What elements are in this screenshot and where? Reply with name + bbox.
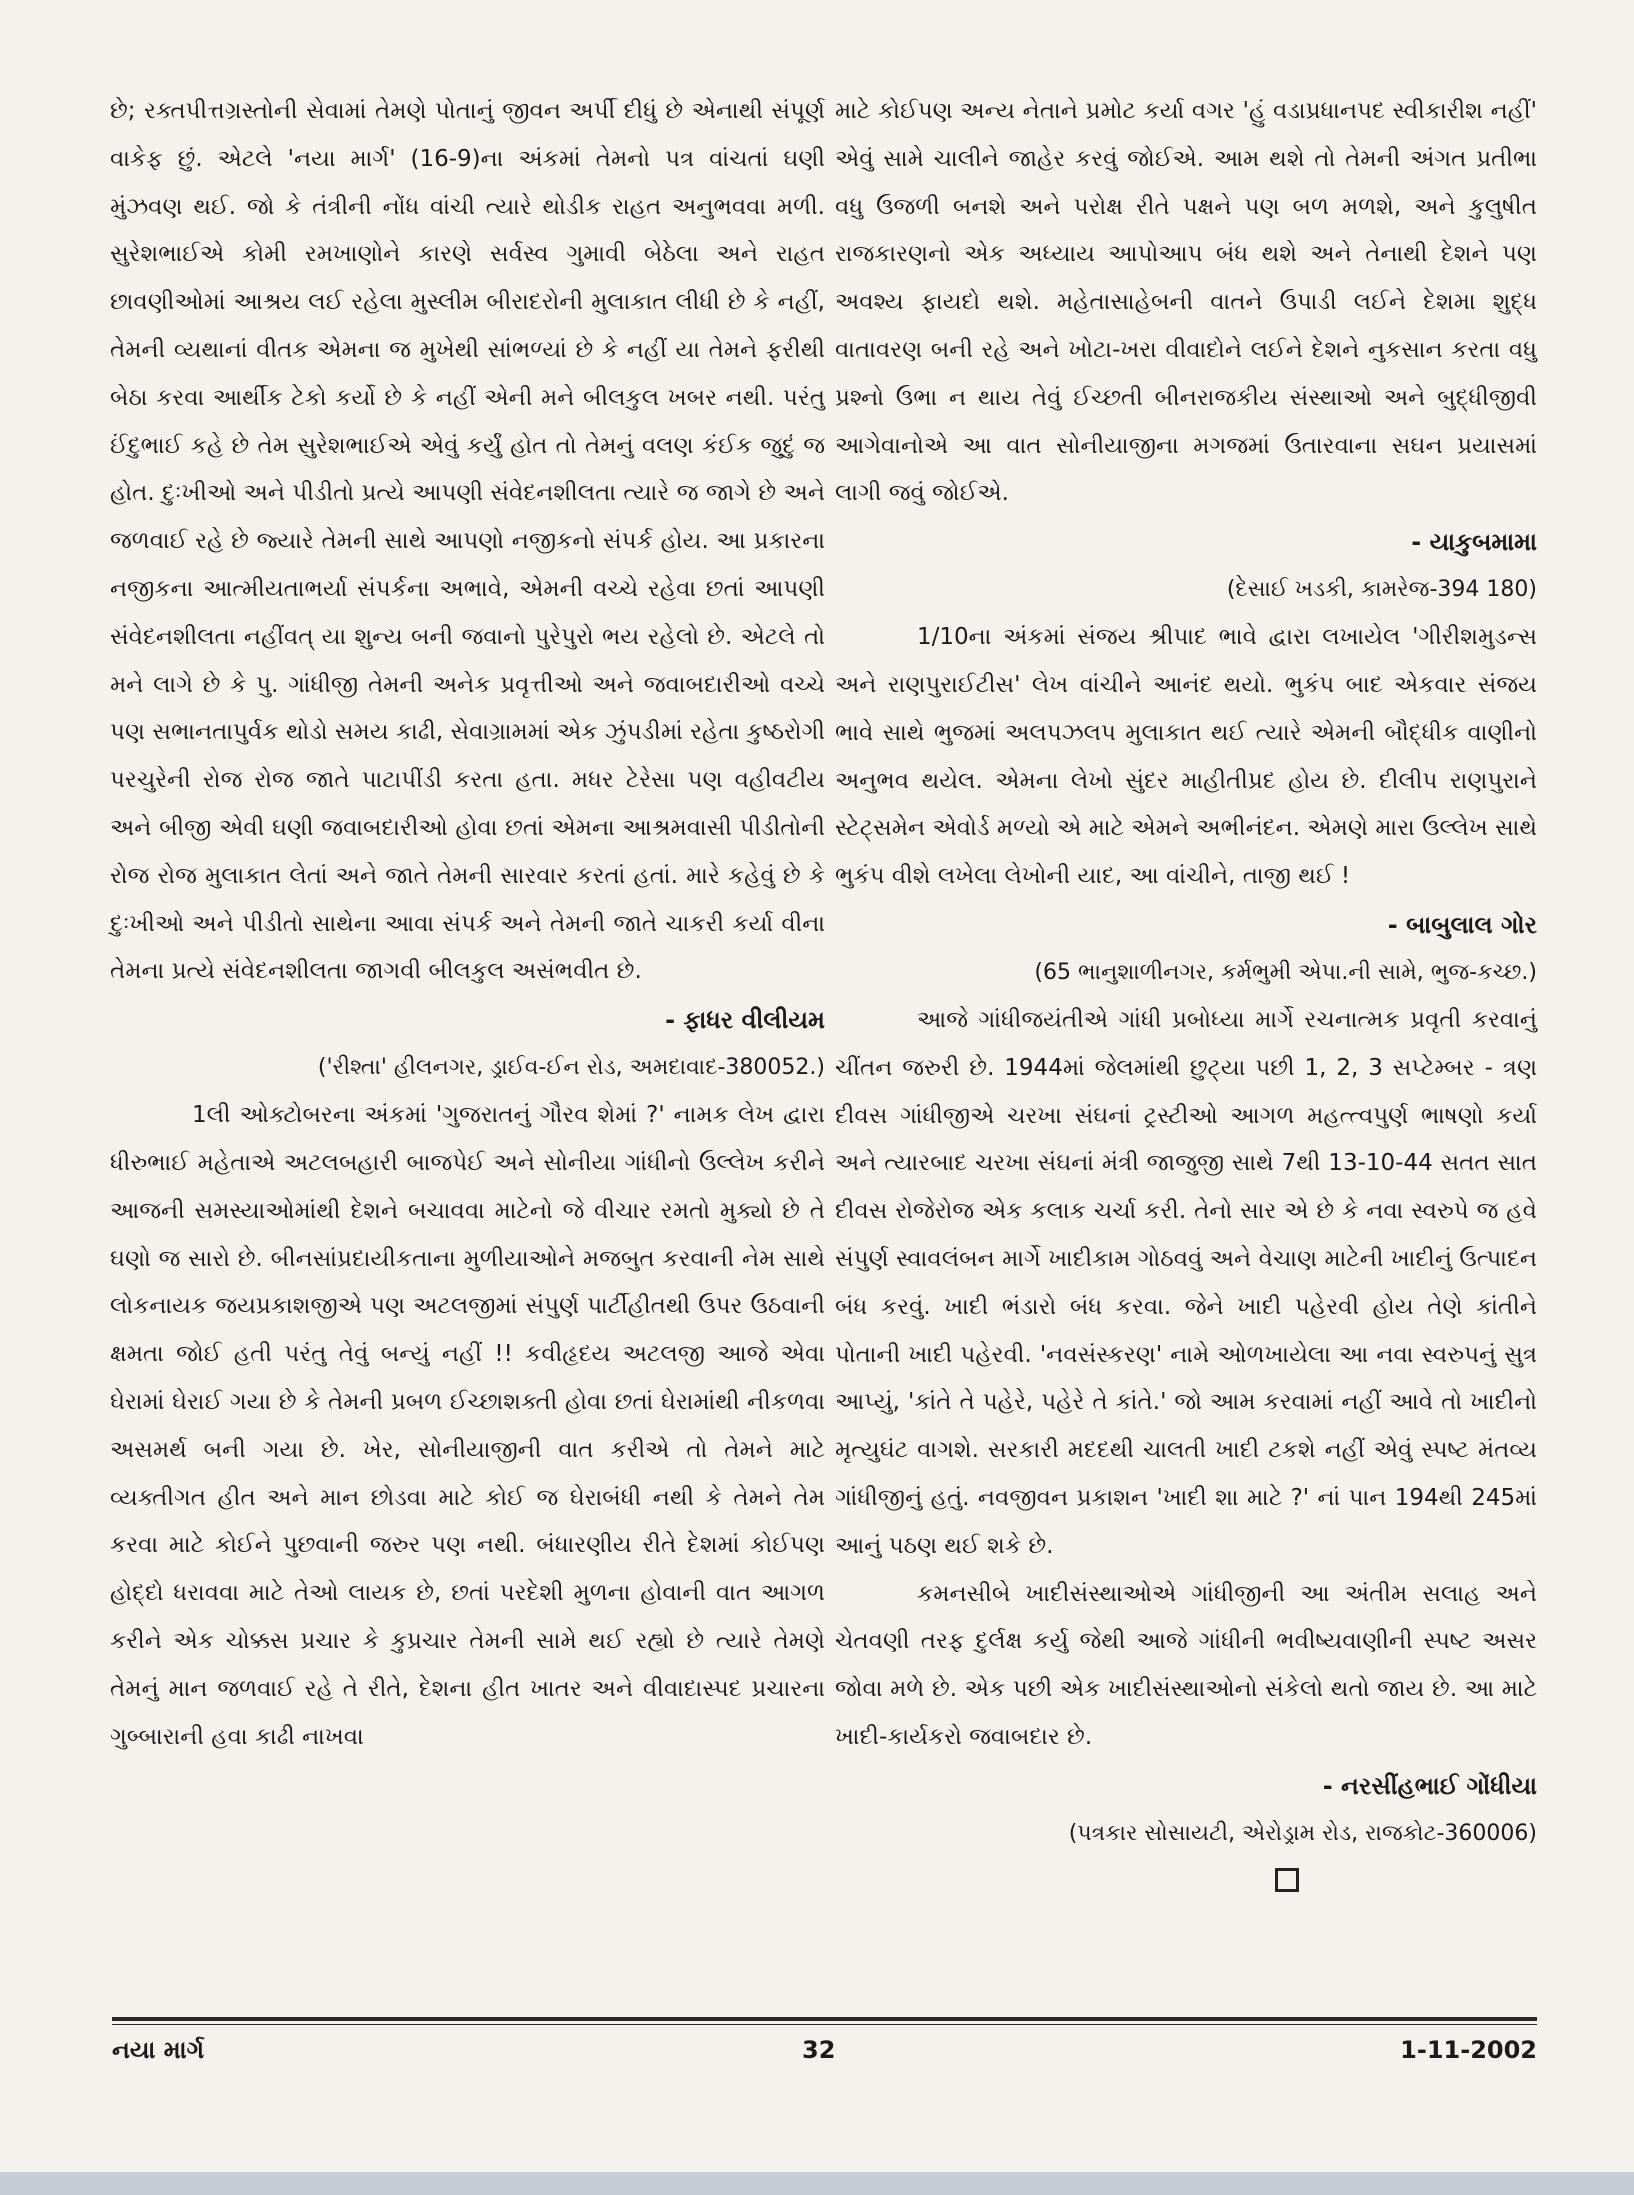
magazine-name: નયા માર્ગ bbox=[112, 2036, 205, 2064]
letter-signature: - યાકુબમામા bbox=[1411, 528, 1537, 557]
footer-divider bbox=[112, 2017, 1537, 2021]
issue-date: 1-11-2002 bbox=[1400, 2036, 1537, 2064]
letter-paragraph: માટે કોઈપણ અન્ય નેતાને પ્રમોટ કર્યા વગર 'હું વડાપ્રધાનપદ સ્વીકારીશ નહીં' એવું સામે ચાલીને જાહેર કરવું જોઈએ. આમ થશે તો તેમની અંગત પ્રતીભા વધુ ઉજળી બનશે અને પરોક્ષ રીતે પક્ષને પણ બળ મળશે, અને કુલુષીત રાજકારણનો એક અધ્યાય આપોઆપ બંધ થશે અને તેનાથી દેશને પણ અવશ્ય ફાયદો થશે. મહેતાસાહેબની વાતને ઉપાડી લઈને દેશમા શુદ્ધ વાતાવરણ બની રહે અને ખોટા-ખરા વીવાદોને લઈને દેશને નુકસાન કરતા વધુ પ્રશ્નો ઉભા ન થાય તેવું ઈચ્છતી બીનરાજકીય સંસ્થાઓ અને બુદ્ધીજીવી આગેવાનોએ આ વાત સોનીયાજીના મગજમાં ઉતારવાના સઘન પ્રયાસમાં લાગી જવું જોઈએ. bbox=[835, 98, 1537, 507]
letter-signature: - નરસીંહભાઈ ગોંધીયા bbox=[1322, 1771, 1537, 1800]
letter-paragraph: આજે ગાંધીજયંતીએ ગાંધી પ્રબોધ્યા માર્ગે રચનાત્મક પ્રવૃતી કરવાનું ચીંતન જરુરી છે. 1944માં જેલમાંથી છુટ્યા પછી 1, 2, 3 સપ્ટેમ્બર - ત્રણ દીવસ ગાંધીજીએ ચરખા સંઘનાં ટ્રસ્ટીઓ આગળ મહત્ત્વપુર્ણ ભાષણો કર્યા અને ત્યારબાદ ચરખા સંઘનાં મંત્રી જાજુજી સાથે 7થી 13-10-44 સતત સાત દીવસ રોજેરોજ એક કલાક ચર્ચા કરી. તેનો સાર એ છે કે નવા સ્વરુપે જ હવે સંપુર્ણ સ્વાવલંબન માર્ગે ખાદીકામ ગોઠવવું અને વેચાણ માટેની ખાદીનું ઉત્પાદન બંધ કરવું. ખાદી ભંડારો બંધ કરવા. જેને ખાદી પહેરવી હોય તેણે કાંતીને પોતાની ખાદી પહેરવી. 'નવસંસ્કરણ' નામે ઓળખાયેલા આ નવા સ્વરુપનું સુત્ર આપ્યું, 'કાંતે તે પહેરે, પહેરે તે કાંતે.' જો આમ કરવામાં નહીં આવે તો ખાદીનો મૃત્યુઘંટ વાગશે. સરકારી મદદથી ચાલતી ખાદી ટકશે નહીં એવું સ્પષ્ટ મંતવ્ય ગાંધીજીનું હતું. નવજીવન પ્રકાશન 'ખાદી શા માટે ?' નાં પાન 194થી 245માં આનું પઠણ થઈ શકે છે. bbox=[835, 1006, 1537, 1559]
left-column bbox=[110, 88, 825, 1761]
letter-signature: - ફાધર વીલીયમ bbox=[665, 1006, 825, 1035]
letter-address: (દેસાઈ ખડકી, કામરેજ-394 180) bbox=[1226, 577, 1537, 603]
letter-address: ('રીશ્તા' હીલનગર, ડ્રાઈવ-ઈન રોડ, અમદાવાદ-380052.) bbox=[317, 1055, 825, 1081]
letter-paragraph: 1લી ઓક્ટોબરના અંકમાં 'ગુજરાતનું ગૌરવ શેમાં ?' નામક લેખ દ્વારા ધીરુભાઈ મહેતાએ અટલબહારી બાજપેઈ અને સોનીયા ગાંધીનો ઉલ્લેખ કરીને આજની સમસ્યાઓમાંથી દેશને બચાવવા માટેનો જે વીચાર રમતો મુક્યો છે તે ઘણો જ સારો છે. બીનસાંપ્રદાયીકતાના મુળીયાઓને મજબુત કરવાની નેમ સાથે લોકનાયક જયપ્રકાશજીએ પણ અટલજીમાં સંપુર્ણ પાર્ટીહીતથી ઉપર ઉઠવાની ક્ષમતા જોઈ હતી પરંતુ તેવું બન્યું નહીં !! કવીહૃદય અટલજી આજે એવા ઘેરામાં ઘેરાઈ ગયા છે કે તેમની પ્રબળ ઈચ્છાશક્તી હોવા છતાં ઘેરામાંથી નીકળવા અસમર્થ બની ગયા છે. ખેર, સોનીયાજીની વાત કરીએ તો તેમને માટે વ્યક્તીગત હીત અને માન છોડવા માટે કોઈ જ ઘેરાબંધી નથી કે તેમને તેમ કરવા માટે કોઈને પુછવાની જરુર પણ નથી. બંધારણીય રીતે દેશમાં કોઈપણ હોદ્દો ધરાવવા માટે તેઓ લાયક છે, છતાં પરદેશી મુળના હોવાની વાત આગળ કરીને એક ચોક્કસ પ્રચાર કે કુપ્રચાર તેમની સામે થઈ રહ્યો છે ત્યારે તેમણે તેમનું માન જળવાઈ રહે તે રીતે, દેશના હીત ખાતર અને વીવાદાસ્પદ પ્રચારના ગુબ્બારાની હવા કાઢી નાખવા bbox=[110, 1102, 825, 1750]
scan-edge bbox=[0, 2172, 1634, 2195]
footer-divider-thin bbox=[112, 2024, 1537, 2025]
right-column bbox=[835, 88, 1537, 1892]
letter-address: (પત્રકાર સોસાયટી, એરોડ્રામ રોડ, રાજકોટ-360006) bbox=[1068, 1820, 1537, 1846]
end-of-article-icon bbox=[1275, 1868, 1299, 1892]
letter-paragraph: 1/10ના અંકમાં સંજય શ્રીપાદ ભાવે દ્વારા લખાયેલ 'ગીરીશમુડન્સ અને રાણપુરાઈટીસ' લેખ વાંચીને આનંદ થયો. ભુકંપ બાદ એકવાર સંજય ભાવે સાથે ભુજમાં અલપઝલપ મુલાકાત થઈ ત્યારે એમની બૌદ્ધીક વાણીનો અનુભવ થયેલ. એમના લેખો સુંદર માહીતીપ્રદ હોય છે. દીલીપ રાણપુરાને સ્ટેટ્સમેન એવોર્ડ મળ્યો એ માટે એમને અભીનંદન. એમણે મારા ઉલ્લેખ સાથે ભુકંપ વીશે લખેલા લેખોની યાદ, આ વાંચીને, તાજી થઈ ! bbox=[835, 624, 1537, 890]
letter-signature: - બાબુલાલ ગોર bbox=[1387, 910, 1537, 939]
letter-address: (65 ભાનુશાળીનગર, કર્મભુમી એપા.ની સામે, ભુજ-કચ્છ.) bbox=[1034, 959, 1537, 985]
page-number: 32 bbox=[802, 2036, 836, 2064]
letter-paragraph: કમનસીબે ખાદીસંસ્થાઓએ ગાંધીજીની આ અંતીમ સલાહ અને ચેતવણી તરફ દુર્લક્ષ કર્યુ જેથી આજે ગાંધીની ભવીષ્યવાણીની સ્પષ્ટ અસર જોવા મળે છે. એક પછી એક ખાદીસંસ્થાઓનો સંકેલો થતો જાય છે. આ માટે ખાદી-કાર્યકરો જવાબદાર છે. bbox=[835, 1580, 1537, 1750]
letter-paragraph: છે; રક્તપીત્તગ્રસ્તોની સેવામાં તેમણે પોતાનું જીવન અર્પી દીધું છે એનાથી સંપૂર્ણ વાકેફ છું. એટલે 'નયા માર્ગ' (16-9)ના અંકમાં તેમનો પત્ર વાંચતાં ઘણી મુંઝવણ થઈ. જો કે તંત્રીની નોંધ વાંચી ત્યારે થોડીક રાહત અનુભવવા મળી. સુરેશભાઈએ કોમી રમખાણોને કારણે સર્વસ્વ ગુમાવી બેઠેલા અને રાહત છાવણીઓમાં આશ્રય લઈ રહેલા મુસ્લીમ બીરાદરોની મુલાકાત લીધી છે કે નહીં, તેમની વ્યથાનાં વીતક એમના જ મુખેથી સાંભળ્યાં છે કે નહીં યા તેમને ફરીથી બેઠા કરવા આર્થીક ટેકો કર્યો છે કે નહીં એની મને બીલકુલ ખબર નથી. પરંતુ ઈંદુભાઈ કહે છે તેમ સુરેશભાઈએ એવું કર્યું હોત તો તેમનું વલણ કંઈક જુદું જ હોત. દુઃખીઓ અને પીડીતો પ્રત્યે આપણી સંવેદનશીલતા ત્યારે જ જાગે છે અને જળવાઈ રહે છે જ્યારે તેમની સાથે આપણો નજીકનો સંપર્ક હોય. આ પ્રકારના નજીકના આત્મીયતાભર્યા સંપર્કના અભાવે, એમની વચ્ચે રહેવા છતાં આપણી સંવેદનશીલતા નહીંવત્ યા શુન્ય બની જવાનો પુરેપુરો ભય રહેલો છે. એટલે તો મને લાગે છે કે પુ. ગાંધીજી તેમની અનેક પ્રવૃત્તીઓ અને જવાબદારીઓ વચ્ચે પણ સભાનતાપુર્વક થોડો સમય કાઢી, સેવાગ્રામમાં એક ઝુંપડીમાં રહેતા કુષ્ઠરોગી પરચુરેની રોજ રોજ જાતે પાટાપીંડી કરતા હતા. મધર ટેરેસા પણ વહીવટીય અને બીજી એવી ઘણી જવાબદારીઓ હોવા છતાં એમના આશ્રમવાસી પીડીતોની રોજ રોજ મુલાકાત લેતાં અને જાતે તેમની સારવાર કરતાં હતાં. મારે કહેવું છે કે દુઃખીઓ અને પીડીતો સાથેના આવા સંપર્ક અને તેમની જાતે ચાકરી કર્યા વીના તેમના પ્રત્યે સંવેદનશીલતા જાગવી બીલકુલ અસંભવીત છે. bbox=[110, 98, 825, 985]
